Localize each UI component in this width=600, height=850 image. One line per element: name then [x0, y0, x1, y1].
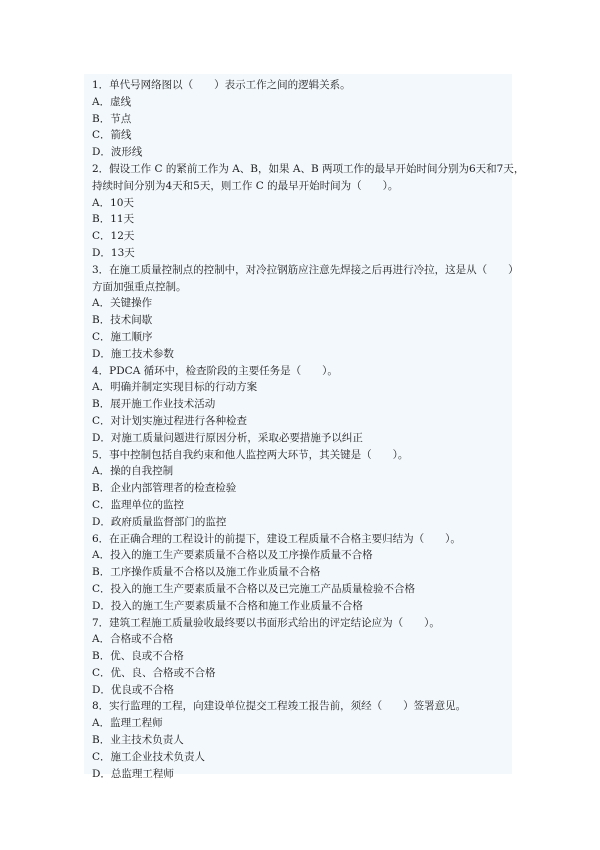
question-7-option-c: C．优、良、合格或不合格	[92, 666, 216, 679]
question-7-option-d: D．优良或不合格	[92, 683, 174, 696]
question-1-option-c: C．箭线	[92, 129, 132, 142]
question-2-text-line-2: 持续时间分别为4天和5天，则工作 C 的最早开始时间为（ ）。	[92, 179, 399, 192]
question-2-option-c: C．12天	[92, 230, 135, 243]
question-4-option-c: C．对计划实施过程进行各种检查	[92, 414, 248, 427]
question-7-text: 7．建筑工程施工质量验收最终要以书面形式给出的评定结论应为（ ）。	[92, 616, 440, 629]
question-4-option-b: B．展开施工作业技术活动	[92, 398, 216, 411]
question-2-option-d: D．13天	[92, 246, 135, 259]
question-6-option-b: B．工序操作质量不合格以及施工作业质量不合格	[92, 566, 321, 579]
question-5-option-d: D．政府质量监督部门的监控	[92, 515, 227, 528]
question-8-option-b: B．业主技术负责人	[92, 734, 184, 747]
question-5-option-c: C．监理单位的监控	[92, 498, 185, 511]
question-4-text: 4．PDCA 循环中，检查阶段的主要任务是（ ）。	[92, 364, 338, 377]
question-1-text: 1．单代号网络图以（ ）表示工作之间的逻辑关系。	[92, 79, 351, 91]
question-1-option-a: A．虚线	[92, 95, 132, 108]
question-2-option-a: A．10天	[92, 196, 134, 209]
question-6-option-d: D．投入的施工生产要素质量不合格和施工作业质量不合格	[92, 599, 363, 612]
question-6-option-c: C．投入的施工生产要素质量不合格以及已完施工产品质量检验不合格	[92, 582, 416, 595]
question-4-option-d: D．对施工质量问题进行原因分析，采取必要措施予以纠正	[92, 431, 363, 444]
question-7-option-b: B．优、良或不合格	[92, 650, 184, 663]
question-5-option-b: B．企业内部管理者的检查检验	[92, 482, 237, 495]
question-5-text: 5．事中控制包括自我约束和他人监控两大环节，其关键是（ ）。	[92, 448, 409, 461]
question-8-option-a: A．监理工程师	[92, 717, 163, 730]
question-5-option-a: A．操的自我控制	[92, 465, 174, 478]
question-2-text-line-1: 2．假设工作 C 的紧前工作为 A、B，如果 A、B 两项工作的最早开始时间分别为6天和7天，	[92, 162, 525, 175]
question-1-option-b: B．节点	[92, 112, 132, 125]
question-3-option-a: A．关键操作	[92, 297, 153, 310]
question-8-option-c: C．施工企业技术负责人	[92, 750, 206, 763]
question-8-text: 8．实行监理的工程，向建设单位提交工程竣工报告前，须经（ ）签署意见。	[92, 700, 467, 713]
question-3-text-line-2: 方面加强重点控制。	[92, 280, 187, 293]
question-6-option-a: A．投入的施工生产要素质量不合格以及工序操作质量不合格	[92, 549, 373, 562]
question-7-option-a: A．合格或不合格	[92, 633, 174, 646]
question-4-option-a: A．明确并制定实现目标的行动方案	[92, 381, 258, 394]
question-3-option-d: D．施工技术参数	[92, 347, 174, 360]
question-1-option-d: D．波形线	[92, 146, 143, 159]
question-2-option-b: B．11天	[92, 213, 135, 226]
question-panel	[84, 74, 525, 780]
question-3-option-c: C．施工顺序	[92, 330, 153, 343]
question-3-option-b: B．技术间歇	[92, 314, 153, 327]
question-8-option-d: D．总监理工程师	[92, 767, 174, 780]
question-3-text-line-1: 3．在施工质量控制点的控制中，对冷拉钢筋应注意先焊接之后再进行冷拉，这是从（ ）	[92, 263, 519, 276]
question-6-text: 6．在正确合理的工程设计的前提下，建设工程质量不合格主要归结为（ ）。	[92, 532, 461, 545]
